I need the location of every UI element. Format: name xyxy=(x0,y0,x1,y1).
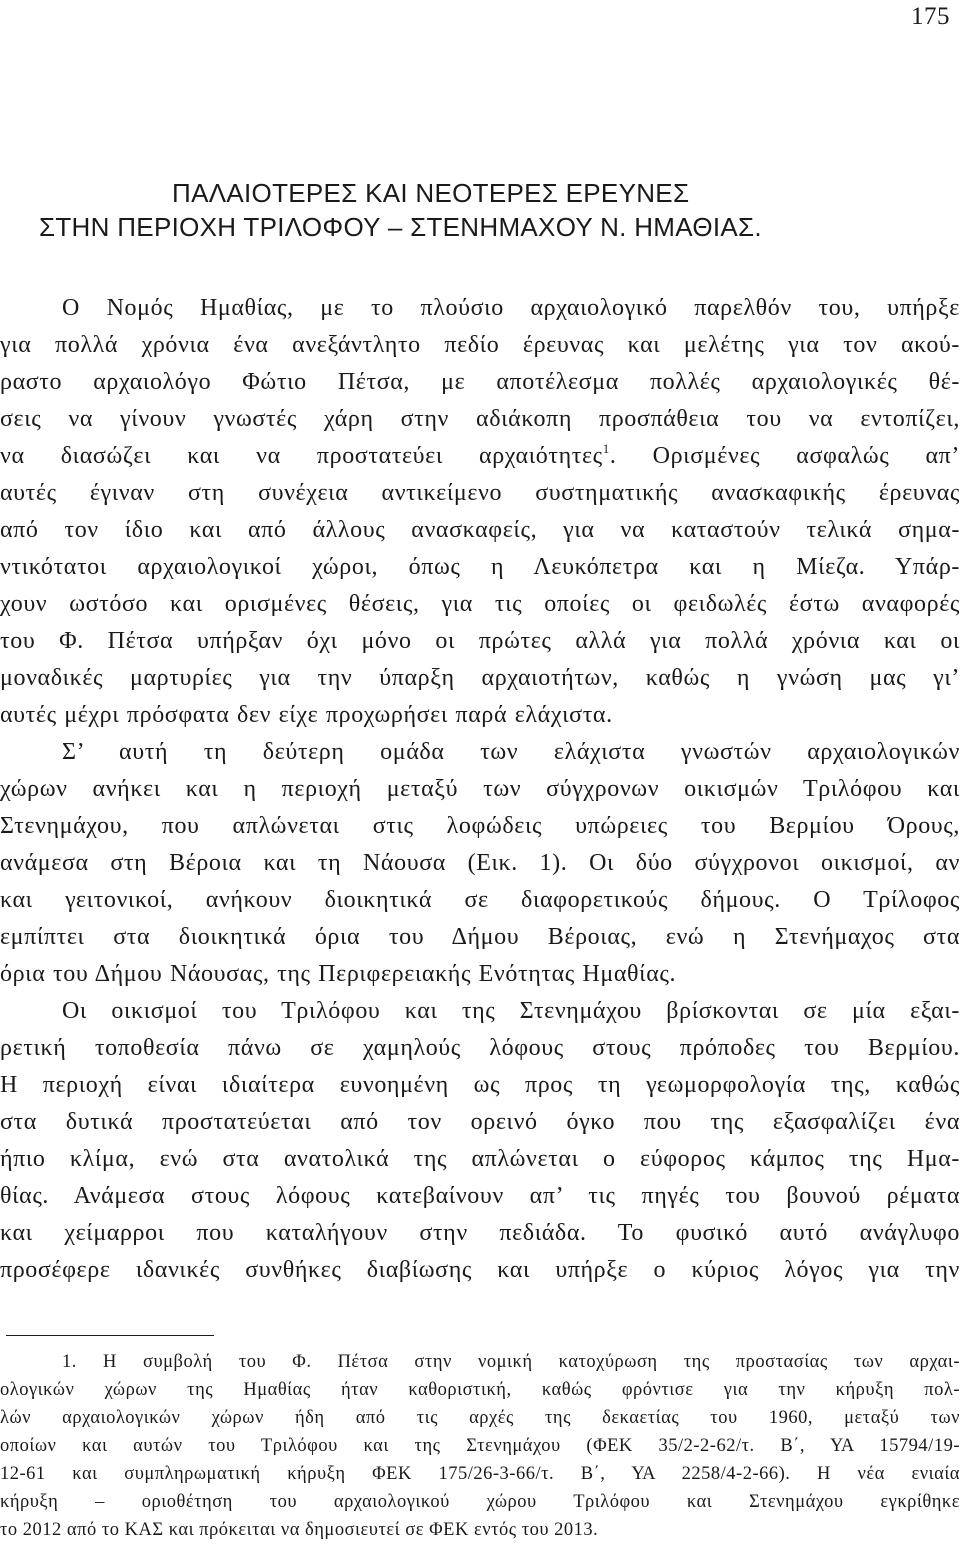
p2-line-2: χώρων ανήκει και η περιοχή μεταξύ των σύγχρονων οικισμών Τριλόφου και xyxy=(0,776,960,802)
footnotes xyxy=(0,1348,960,1544)
p1-line-5-text: να διασώζει και να προστατεύει αρχαιότητες xyxy=(0,443,603,469)
p1-line-5-rest: . Ορισμένες ασφαλώς απ’ xyxy=(609,443,960,469)
p3-line-5: ήπιο κλίμα, ενώ στα ανατολικά της απλώνεται ο εύφορος κάμπος της Ημα- xyxy=(0,1146,960,1172)
footnote-ref-1[interactable]: 1 xyxy=(602,441,610,456)
p2-line-6: εμπίπτει στα διοικητικά όρια του Δήμου Βέροιας, ενώ η Στενήμαχος στα xyxy=(0,924,960,950)
p2-line-7: όρια του Δήμου Νάουσας, της Περιφερειακής Ενότητας Ημαθίας. xyxy=(0,961,677,987)
footnote-1-line-7: το 2012 από το ΚΑΣ και πρόκειται να δημοσιευτεί σε ΦΕΚ εντός του 2013. xyxy=(0,1520,599,1540)
body-text xyxy=(0,290,960,1289)
p1-line-5 xyxy=(0,438,960,475)
title-line-2: ΣΤΗΝ ΠΕΡΙΟΧΗ ΤΡΙΛΟΦΟΥ – ΣΤΕΝΗΜΑΧΟΥ Ν. ΗΜΑΘΙΑΣ. xyxy=(39,212,762,242)
chapter-title xyxy=(0,176,960,244)
p2-line-1: Σ’ αυτή τη δεύτερη ομάδα των ελάχιστα γνωστών αρχαιολογικών xyxy=(62,739,960,765)
p1-line-3: ραστο αρχαιολόγο Φώτιο Πέτσα, με αποτέλεσμα πολλές αρχαιολογικές θέ- xyxy=(0,369,960,395)
p2-line-5: και γειτονικοί, ανήκουν διοικητικά σε διαφορετικούς δήμους. Ο Τρίλοφος xyxy=(0,887,960,913)
p1-line-9: χουν ωστόσο και ορισμένες θέσεις, για τις οποίες οι φειδωλές έστω αναφορές xyxy=(0,591,960,617)
footnote-1-line-4: οποίων και αυτών του Τριλόφου και της Στενημάχου (ΦΕΚ 35/2-2-62/τ. Β΄, ΥΑ 15794/19- xyxy=(0,1436,960,1456)
p2-line-3: Στενημάχου, που απλώνεται στις λοφώδεις υπώρειες του Βερμίου Όρους, xyxy=(0,813,960,839)
p3-line-2: ρετική τοποθεσία πάνω σε χαμηλούς λόφους στους πρόποδες του Βερμίου. xyxy=(0,1035,960,1061)
p3-line-4: στα δυτικά προστατεύεται από τον ορεινό όγκο που της εξασφαλίζει ένα xyxy=(0,1109,960,1135)
p3-line-1: Οι οικισμοί του Τριλόφου και της Στενημάχου βρίσκονται σε μία εξαι- xyxy=(62,998,960,1024)
footnote-1-line-2: ολογικών χώρων της Ημαθίας ήταν καθοριστική, καθώς φρόντισε για την κήρυξη πολ- xyxy=(0,1380,960,1400)
p3-line-6: θίας. Ανάμεσα στους λόφους κατεβαίνουν απ’ τις πηγές του βουνού ρέματα xyxy=(0,1183,960,1209)
p3-line-7: και χείμαρροι που καταλήγουν στην πεδιάδα. Το φυσικό αυτό ανάγλυφο xyxy=(0,1220,960,1246)
p1-line-2: για πολλά χρόνια ένα ανεξάντλητο πεδίο έρευνας και μελέτης για τον ακού- xyxy=(0,332,960,358)
page-number: 175 xyxy=(911,3,950,30)
p1-line-7: από τον ίδιο και από άλλους ανασκαφείς, για να καταστούν τελικά σημα- xyxy=(0,517,960,543)
footnote-1-line-5: 12-61 και συμπληρωματική κήρυξη ΦΕΚ 175/26-3-66/τ. Β΄, ΥΑ 2258/4-2-66). Η νέα ενιαία xyxy=(0,1464,960,1484)
footnote-divider xyxy=(6,1335,214,1336)
p2-line-4: ανάμεσα στη Βέροια και τη Νάουσα (Εικ. 1). Οι δύο σύγχρονοι οικισμοί, αν xyxy=(0,850,960,876)
footnote-1-line-6: κήρυξη – οριοθέτηση του αρχαιολογικού χώρου Τριλόφου και Στενημάχου εγκρίθηκε xyxy=(0,1492,960,1512)
p1-line-10: του Φ. Πέτσα υπήρξαν όχι μόνο οι πρώτες αλλά για πολλά χρόνια και οι xyxy=(0,628,960,654)
p1-line-12: αυτές μέχρι πρόσφατα δεν είχε προχωρήσει παρά ελάχιστα. xyxy=(0,702,613,728)
footnote-1-line-3: λών αρχαιολογικών χώρων ήδη από τις αρχές της δεκαετίας του 1960, μεταξύ των xyxy=(0,1408,960,1428)
p1-line-1: Ο Νομός Ημαθίας, με το πλούσιο αρχαιολογικό παρελθόν του, υπήρξε xyxy=(62,295,960,321)
title-line-1: ΠΑΛΑΙΟΤΕΡΕΣ ΚΑΙ ΝΕΟΤΕΡΕΣ ΕΡΕΥΝΕΣ xyxy=(172,178,690,208)
p1-line-11: μοναδικές μαρτυρίες για την ύπαρξη αρχαιοτήτων, καθώς η γνώση μας γι’ xyxy=(0,665,960,691)
p1-line-4: σεις να γίνουν γνωστές χάρη στην αδιάκοπη προσπάθεια του να εντοπίζει, xyxy=(0,406,960,432)
p1-line-6: αυτές έγιναν στη συνέχεια αντικείμενο συστηματικής ανασκαφικής έρευνας xyxy=(0,480,960,506)
p3-line-3: Η περιοχή είναι ιδιαίτερα ευνοημένη ως προς τη γεωμορφολογία της, καθώς xyxy=(0,1072,960,1098)
footnote-1-line-1: 1. Η συμβολή του Φ. Πέτσα στην νομική κατοχύρωση της προστασίας των αρχαι- xyxy=(62,1352,960,1372)
p1-line-8: ντικότατοι αρχαιολογικοί χώροι, όπως η Λευκόπετρα και η Μίεζα. Υπάρ- xyxy=(0,554,960,580)
p3-line-8: προσέφερε ιδανικές συνθήκες διαβίωσης και υπήρξε ο κύριος λόγος για την xyxy=(0,1257,960,1283)
